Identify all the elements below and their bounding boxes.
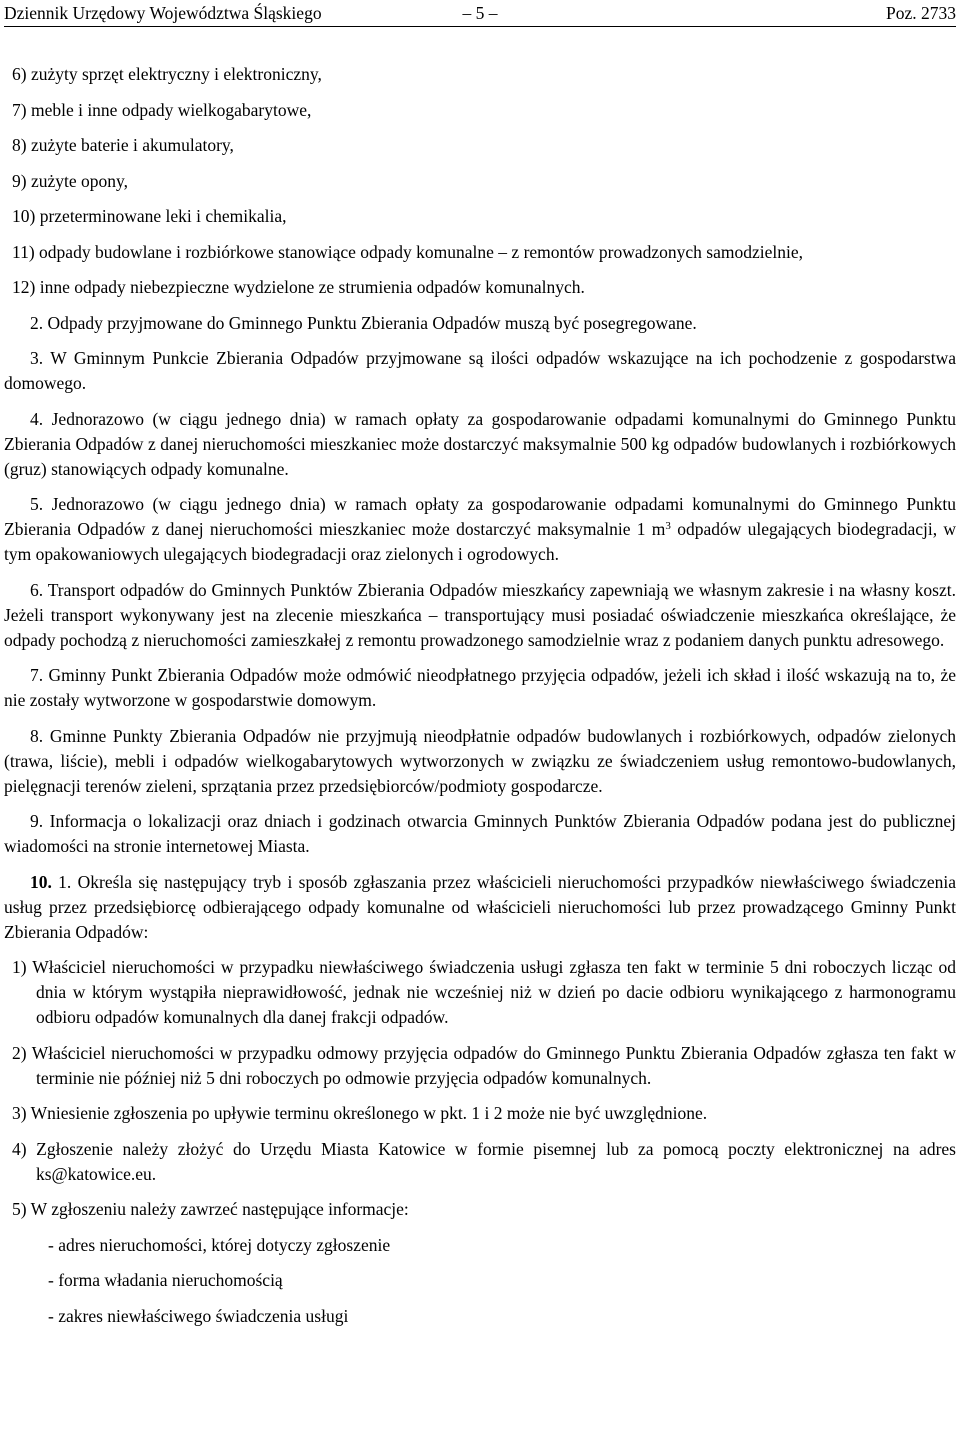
position-number: Poz. 2733 xyxy=(886,3,956,23)
list-item: 7) meble i inne odpady wielkogabarytowe, xyxy=(12,99,312,120)
paragraph-5-text-cont: odpadów ulegających biodegradacji, w tym opakowaniowych ulegających biodegradacji oraz zielonych i ogrodowych. xyxy=(4,519,956,564)
list-item: 11) odpady budowlane i rozbiórkowe stanowiące odpady komunalne – z remontów prowadzonych samodzielnie, xyxy=(12,241,803,262)
list-item: 8) zużyte baterie i akumulatory, xyxy=(12,135,234,155)
sub-item: 5) W zgłoszeniu należy zawrzeć następujące informacje: xyxy=(12,1199,409,1219)
sub-item: 3) Wniesienie zgłoszenia po upływie terminu określonego w pkt. 1 i 2 może nie być uwzględnione. xyxy=(12,1103,708,1123)
dash-item: - zakres niewłaściwego świadczenia usługi xyxy=(48,1305,349,1326)
sub-item: 2) Właściciel nieruchomości w przypadku odmowy przyjęcia odpadów do Gminnego Punktu Zbierania Odpadów zgłasza ten fakt w terminie nie później niż 5 dni roboczych po odmowie przyjęcia odpadów komunalnych. xyxy=(12,1042,956,1088)
paragraph-4: 4. Jednorazowo (w ciągu jednego dnia) w ramach opłaty za gospodarowanie odpadami komunalnymi do Gminnego Punktu Zbierania Odpadów z danej nieruchomości mieszkaniec może dostarczyć maksymalnie 500 kg odpadów budowlanych i rozbiórkowych (gruz) stanowiących odpady komunalne. xyxy=(4,408,956,479)
page-header xyxy=(4,2,956,27)
paragraph-5-text: 5. Jednorazowo (w ciągu jednego dnia) w ramach opłaty za gospodarowanie odpadami komunalnymi do Gminnego Punktu Zbierania Odpadów z danej nieruchomości mieszkaniec może dostarczyć maksymalnie 1 m xyxy=(4,494,956,539)
list-item: 6) zużyty sprzęt elektryczny i elektroniczny, xyxy=(12,64,322,84)
dash-item: - adres nieruchomości, której dotyczy zgłoszenie xyxy=(48,1234,391,1255)
list-item: 10) przeterminowane leki i chemikalia, xyxy=(12,206,287,226)
superscript: 3 xyxy=(665,520,671,532)
list-item: 9) zużyte opony, xyxy=(12,170,128,191)
dash-item: - forma władania nieruchomością xyxy=(48,1270,283,1290)
section-number: 10. xyxy=(30,871,52,892)
paragraph-10-text: 1. Określa się następujący tryb i sposób zgłaszania przez właścicieli nieruchomości przypadków niewłaściwego świadczenia usług przez przedsiębiorcę odbierającego odpady komunalne od właścicieli nieruchomości lub przez prowadzącego Gminny Punkt Zbierania Odpadów: xyxy=(4,871,956,942)
paragraph-6: 6. Transport odpadów do Gminnych Punktów Zbierania Odpadów mieszkańcy zapewniają we własnym zakresie i na własny koszt. Jeżeli transport wykonywany jest na zlecenie mieszkańca – transportujący musi posiadać oświadczenie mieszkańca określające, że odpady pochodzą z nieruchomości zamieszkałej z remontu prowadzonego samodzielnie wraz z podaniem danych punktu adresowego. xyxy=(4,579,956,650)
paragraph-2: 2. Odpady przyjmowane do Gminnego Punktu Zbierania Odpadów muszą być posegregowane. xyxy=(30,312,697,333)
sub-item: 4) Zgłoszenie należy złożyć do Urzędu Miasta Katowice w formie pisemnej lub za pomocą poczty elektronicznej na adres ks@katowice.eu. xyxy=(12,1138,956,1184)
paragraph-8: 8. Gminne Punkty Zbierania Odpadów nie przyjmują nieodpłatnie odpadów budowlanych i rozbiórkowych, odpadów zielonych (trawa, liście), mebli i odpadów wielkogabarytowych wytworzonych w związku ze świadczeniem usług remontowo-budowlanych, pielęgnacji terenów zieleni, sprzątania przez przedsiębiorców/podmioty gospodarcze. xyxy=(4,725,956,796)
document-body xyxy=(4,62,956,1339)
paragraph-5 xyxy=(4,492,956,567)
sub-item: 1) Właściciel nieruchomości w przypadku niewłaściwego świadczenia usługi zgłasza ten fakt w terminie 5 dni roboczych licząc od dnia w którym wystąpiła nieprawidłowość, jednak nie wcześniej niż w dzień po dacie odbioru wynikającego z harmonogramu odbioru odpadów komunalnych dla danej frakcji odpadów. xyxy=(12,957,956,1027)
paragraph-10 xyxy=(4,870,956,945)
journal-title: Dziennik Urzędowy Województwa Śląskiego xyxy=(4,3,322,23)
page-number: – 5 – xyxy=(462,3,498,23)
paragraph-3: 3. W Gminnym Punkcie Zbierania Odpadów przyjmowane są ilości odpadów wskazujące na ich pochodzenie z gospodarstwa domowego. xyxy=(4,348,956,393)
paragraph-9: 9. Informacja o lokalizacji oraz dniach i godzinach otwarcia Gminnych Punktów Zbierania Odpadów podana jest do publicznej wiadomości na stronie internetowej Miasta. xyxy=(4,811,956,856)
paragraph-7: 7. Gminny Punkt Zbierania Odpadów może odmówić nieodpłatnego przyjęcia odpadów, jeżeli ich skład i ilość wskazują na to, że nie zostały wytworzone w gospodarstwie domowym. xyxy=(4,665,956,710)
list-item: 12) inne odpady niebezpieczne wydzielone ze strumienia odpadów komunalnych. xyxy=(12,277,585,297)
